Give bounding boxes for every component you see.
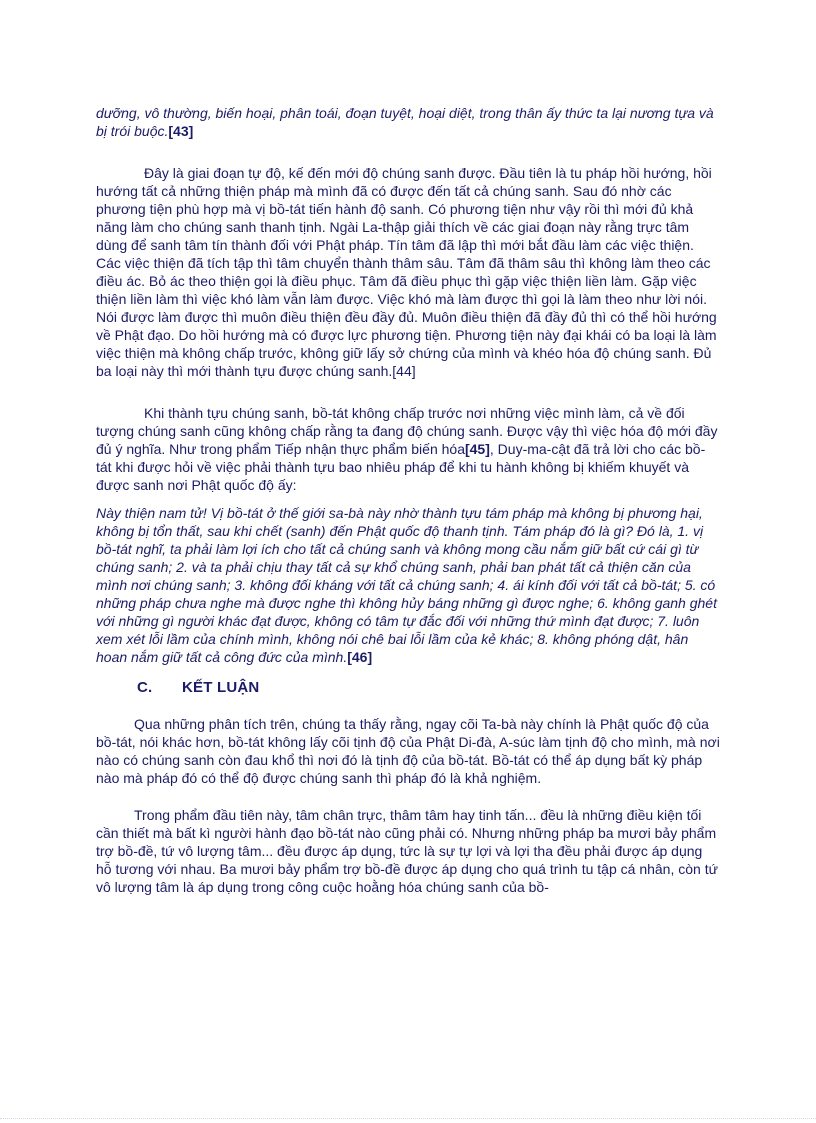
document-page	[96, 104, 720, 896]
paragraph-text: , Duy-ma-cật đã trả lời cho các bồ-tát khi được hỏi về việc phải thành tựu bao nhiêu pháp để khi tu hành không bị khiếm khuyết và được sanh nơi Phật quốc độ ấy:	[96, 441, 706, 493]
footnote-ref-46[interactable]: [46]	[347, 649, 373, 665]
section-heading-conclusion	[96, 679, 720, 697]
paragraph-non-attachment	[96, 404, 720, 494]
paragraph-conclusion-2: Trong phẩm đầu tiên này, tâm chân trực, thâm tâm hay tinh tấn... đều là những điều kiện tối cần thiết mà bất kì người hành đạo bồ-tát nào cũng phải có. Nhưng những pháp ba mươi bảy phẩm trợ bồ-đề, tứ vô lượng tâm... đều được áp dụng, tức là sự tự lợi và lợi tha đều phải được áp dụng hỗ tương với nhau. Ba mươi bảy phẩm trợ bồ-đề được áp dụng cho quá trình tu tập cá nhân, còn tứ vô lượng tâm là áp dụng trong công cuộc hoằng hóa chúng sanh của bồ-	[96, 807, 718, 895]
section-number: C.	[137, 679, 153, 696]
paragraph-text: dưỡng, vô thường, biến hoại, phân toái, đoạn tuyệt, hoại diệt, trong thân ấy thức ta lại nương tựa và bị trói buộc.	[96, 105, 714, 139]
paragraph-continuation-43	[96, 104, 720, 140]
page-bottom-divider	[0, 1118, 816, 1119]
quote-eight-dharmas	[96, 504, 720, 666]
paragraph-text: Khi thành tựu chúng sanh, bồ-tát không chấp trước nơi những việc mình làm, cả về đối tượng chúng sanh cũng không chấp rằng ta đang độ chúng sanh. Được vậy thì việc hóa độ mới đầy đủ ý nghĩa. Như trong phẩm Tiếp nhận thực phẩm biến hóa	[96, 405, 718, 457]
footnote-ref-43[interactable]: [43]	[168, 123, 194, 139]
paragraph-conclusion-1: Qua những phân tích trên, chúng ta thấy rằng, ngay cõi Ta-bà này chính là Phật quốc độ của bồ-tát, nói khác hơn, bồ-tát không lấy cõi tịnh độ của Phật Di-đà, A-súc làm tịnh độ cho mình, mà nơi nào có chúng sanh còn đau khổ thì nơi đó là tịnh độ của bồ-tát. Bồ-tát có thể áp dụng bất kỳ pháp nào mà pháp đó có thể độ được chúng sanh thì pháp đó là khả nghiệm.	[96, 716, 720, 786]
section-title: KẾT LUẬN	[182, 679, 260, 696]
paragraph-self-liberation: Đây là giai đoạn tự độ, kế đến mới độ chúng sanh được. Đầu tiên là tu pháp hồi hướng, hồi hướng tất cả những thiện pháp mà mình đã có được đến tất cả chúng sanh. Sau đó nhờ các phương tiện phù hợp mà vị bồ-tát tiến hành độ sanh. Có phương tiện như vậy rồi thì mới đủ khả năng làm cho chúng sanh thanh tịnh. Ngài La-thập giải thích về các giai đoạn này rằng trực tâm dùng để sanh tâm tín thành đối với Phật pháp. Tín tâm đã lập thì mới bắt đầu làm các việc thiện. Các việc thiện đã tích tập thì tâm chuyển thành thâm sâu. Tâm đã thâm sâu thì không làm theo các điều ác. Bỏ ác theo thiện gọi là điều phục. Tâm đã điều phục thì gặp việc thiện liền làm. Gặp việc thiện liền làm thì việc khó làm vẫn làm được. Việc khó mà làm được thì gọi là làm theo như lời nói. Nói được làm được thì muôn điều thiện đều đầy đủ. Muôn điều thiện đã đầy đủ thì có thể hồi hướng về Phật đạo. Do hồi hướng mà có được lực phương tiện. Phương tiện này đại khái có ba loại là làm việc thiện mà không chấp trước, không giữ lấy sở chứng của mình và khéo hóa độ chúng sanh. Đủ ba loại này thì mới thành tựu được chúng sanh.[44]	[96, 165, 717, 379]
quote-text: Này thiện nam tử! Vị bồ-tát ở thế giới sa-bà này nhờ thành tựu tám pháp mà không bị phương hại, không bị tổn thất, sau khi chết (sanh) đến Phật quốc độ thanh tịnh. Tám pháp đó là gì? Đó là, 1. vị bồ-tát nghĩ, ta phải làm lợi ích cho tất cả chúng sanh và không mong cầu nắm giữ bất cứ cái gì từ chúng sanh; 2. và ta phải chịu thay tất cả sự khổ chúng sanh, phải ban phát tất cả thiện căn của mình nơi chúng sanh; 3. không đối kháng với tất cả chúng sanh; 4. ái kính đối với tất cả bồ-tát; 5. có những pháp chưa nghe mà được nghe thì không hủy báng những gì được nghe; 6. không ganh ghét với những gì người khác đạt được, không có tâm tự đắc đối với những thứ mình đạt được; 7. luôn xem xét lỗi lầm của chính mình, không nói chê bai lỗi lầm của kẻ khác; 8. không phóng dật, hân hoan nắm giữ tất cả công đức của mình.	[96, 505, 717, 665]
footnote-ref-45[interactable]: [45]	[464, 441, 490, 457]
